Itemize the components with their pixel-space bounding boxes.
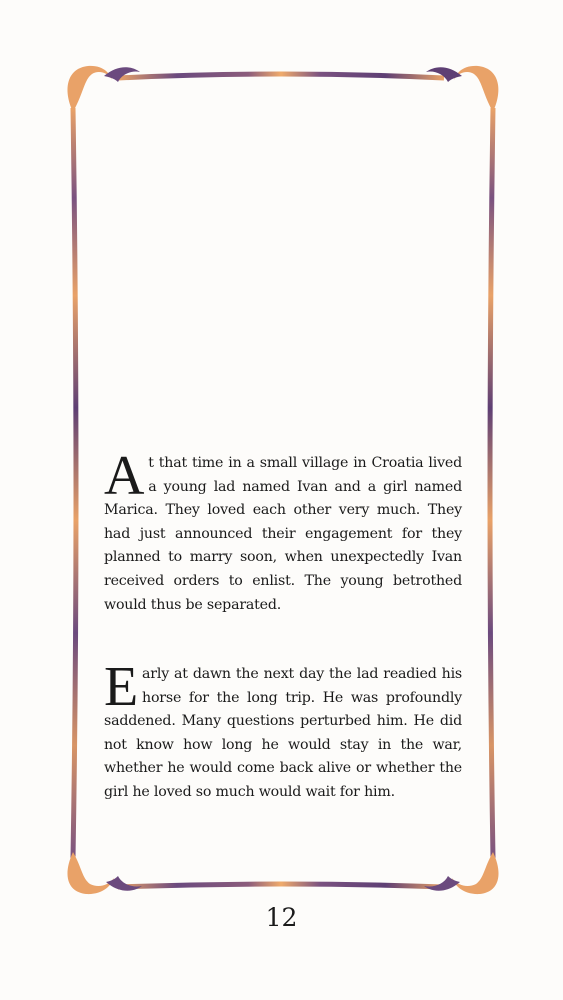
frame-corner-bottom-right — [452, 852, 499, 894]
frame-right-border — [490, 108, 493, 858]
story-paragraph-1 — [104, 445, 462, 617]
story-paragraph-2 — [104, 656, 462, 805]
drop-cap: E — [104, 656, 139, 718]
drop-cap: A — [104, 445, 145, 507]
frame-bottom-border — [118, 884, 444, 887]
paragraph-text: t that time in a small village in Croatia lived a young lad named Ivan and a girl named Marica. They loved each other very much. They had just announced their engagement for they planned to marry soon, when unexpectedly Ivan received orders to enlist. The young betrothed would thus be separated. — [104, 455, 462, 613]
frame-corner-bottom-left — [67, 852, 114, 894]
page-number: 12 — [265, 903, 298, 932]
frame-left-border — [73, 108, 76, 858]
frame-corner-top-left — [68, 66, 112, 112]
frame-corner-top-right — [454, 66, 498, 112]
paragraph-text: arly at dawn the next day the lad readied his horse for the long trip. He was profoundly saddened. Many questions perturbed him. He did not know how long he would stay in the war, whether he would come back alive or whether the girl he loved so much would wait for him. — [104, 666, 462, 800]
frame-top-border — [118, 74, 444, 78]
